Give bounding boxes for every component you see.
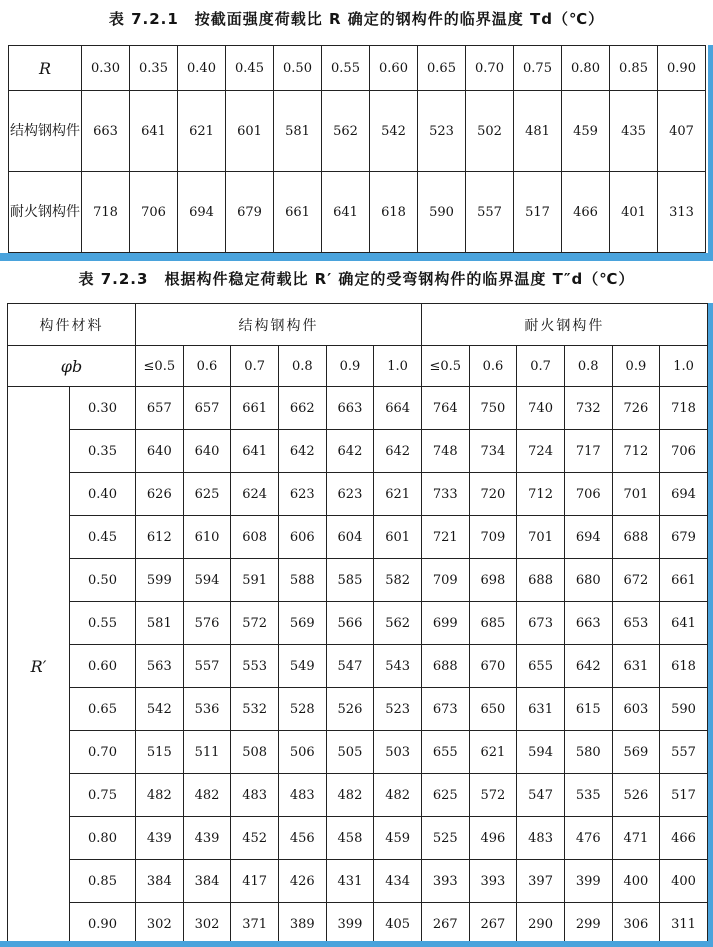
table-7-2-1	[8, 45, 706, 253]
table-cell: 299	[564, 903, 612, 946]
column-header: 0.40	[178, 46, 226, 91]
table-cell: 661	[231, 387, 279, 430]
table-row	[9, 91, 706, 172]
table-cell: 302	[183, 903, 231, 946]
table-cell: 590	[418, 172, 466, 253]
table-cell: 582	[374, 559, 422, 602]
table-cell: 483	[278, 774, 326, 817]
table-cell: 640	[136, 430, 184, 473]
table-cell: 631	[612, 645, 660, 688]
table-cell: 581	[136, 602, 184, 645]
table-cell: 594	[517, 731, 565, 774]
table-cell: 641	[130, 91, 178, 172]
table-cell: 397	[517, 860, 565, 903]
table-cell: 517	[514, 172, 562, 253]
table-cell: 706	[660, 430, 708, 473]
table-cell: 608	[231, 516, 279, 559]
table-7-2-1-caption: 表 7.2.1 按截面强度荷载比 R 确定的钢构件的临界温度 Td（℃）	[108, 10, 605, 28]
table-cell: 594	[183, 559, 231, 602]
table-header-row	[9, 46, 706, 91]
table-row	[8, 473, 708, 516]
table-cell: 679	[226, 172, 274, 253]
table-cell: 701	[612, 473, 660, 516]
column-header: 0.50	[274, 46, 322, 91]
table-cell: 685	[469, 602, 517, 645]
table-cell: 431	[326, 860, 374, 903]
table-cell: 482	[136, 774, 184, 817]
table-cell: 439	[183, 817, 231, 860]
table-cell: 459	[562, 91, 610, 172]
table-cell: 664	[374, 387, 422, 430]
table-cell: 724	[517, 430, 565, 473]
table-cell: 679	[660, 516, 708, 559]
table-cell: 399	[564, 860, 612, 903]
table-cell: 393	[421, 860, 469, 903]
table-cell: 417	[231, 860, 279, 903]
table-header-row	[8, 304, 708, 346]
table-cell: 481	[514, 91, 562, 172]
scrollbar-edge	[708, 303, 713, 943]
table-cell: 588	[278, 559, 326, 602]
table-cell: 641	[322, 172, 370, 253]
table-cell: 640	[183, 430, 231, 473]
table-cell: 657	[183, 387, 231, 430]
table-cell: 709	[469, 516, 517, 559]
table-cell: 466	[660, 817, 708, 860]
table-cell: 400	[612, 860, 660, 903]
table-cell: 688	[517, 559, 565, 602]
r-value: 0.50	[70, 559, 136, 602]
table-cell: 483	[231, 774, 279, 817]
table-cell: 748	[421, 430, 469, 473]
table-cell: 726	[612, 387, 660, 430]
table-cell: 506	[278, 731, 326, 774]
table-cell: 631	[517, 688, 565, 731]
table-cell: 733	[421, 473, 469, 516]
table-cell: 740	[517, 387, 565, 430]
table-cell: 393	[469, 860, 517, 903]
table-cell: 466	[562, 172, 610, 253]
phi-label: φb	[8, 346, 136, 387]
table-cell: 655	[517, 645, 565, 688]
table-cell: 642	[326, 430, 374, 473]
table-7-2-1-body	[9, 46, 706, 253]
table-cell: 476	[564, 817, 612, 860]
r-value: 0.65	[70, 688, 136, 731]
table-cell: 732	[564, 387, 612, 430]
table-cell: 400	[660, 860, 708, 903]
table-cell: 389	[278, 903, 326, 946]
table-cell: 549	[278, 645, 326, 688]
table-cell: 439	[136, 817, 184, 860]
table-cell: 407	[658, 91, 706, 172]
table-cell: 718	[660, 387, 708, 430]
table-row	[8, 731, 708, 774]
table-cell: 694	[660, 473, 708, 516]
table-cell: 547	[517, 774, 565, 817]
table-cell: 384	[183, 860, 231, 903]
table-cell: 603	[612, 688, 660, 731]
table-cell: 661	[660, 559, 708, 602]
table-cell: 615	[564, 688, 612, 731]
table-cell: 720	[469, 473, 517, 516]
table-cell: 426	[278, 860, 326, 903]
table-row	[8, 387, 708, 430]
table-cell: 706	[564, 473, 612, 516]
table-cell: 576	[183, 602, 231, 645]
table-7-2-3-caption: 表 7.2.3 根据构件稳定荷载比 R′ 确定的受弯钢构件的临界温度 T″d（℃）	[78, 270, 635, 288]
table-cell: 505	[326, 731, 374, 774]
table-cell: 508	[231, 731, 279, 774]
table-cell: 482	[183, 774, 231, 817]
table-cell: 663	[82, 91, 130, 172]
table-cell: 523	[374, 688, 422, 731]
table-cell: 290	[517, 903, 565, 946]
column-header: 0.35	[130, 46, 178, 91]
column-header: 0.80	[562, 46, 610, 91]
r-value: 0.60	[70, 645, 136, 688]
table-cell: 542	[370, 91, 418, 172]
table-cell: 572	[231, 602, 279, 645]
table-cell: 661	[274, 172, 322, 253]
table-cell: 562	[374, 602, 422, 645]
column-header: 0.45	[226, 46, 274, 91]
table-cell: 709	[421, 559, 469, 602]
table-cell: 721	[421, 516, 469, 559]
r-value: 0.55	[70, 602, 136, 645]
table-cell: 673	[517, 602, 565, 645]
table-cell: 706	[130, 172, 178, 253]
table-cell: 542	[136, 688, 184, 731]
table-cell: 456	[278, 817, 326, 860]
table-row	[8, 602, 708, 645]
column-header: 0.55	[322, 46, 370, 91]
table-cell: 712	[517, 473, 565, 516]
table-cell: 267	[421, 903, 469, 946]
table-row	[8, 903, 708, 946]
table-7-2-3-body	[8, 304, 708, 946]
table-cell: 557	[183, 645, 231, 688]
material-header: 构件材料	[8, 304, 136, 346]
table-cell: 547	[326, 645, 374, 688]
table-cell: 625	[421, 774, 469, 817]
r-header-label: R	[9, 46, 82, 91]
table-cell: 650	[469, 688, 517, 731]
phi-column-header: 1.0	[374, 346, 422, 387]
group-structural-header: 结构钢构件	[136, 304, 422, 346]
table-cell: 306	[612, 903, 660, 946]
table-cell: 657	[136, 387, 184, 430]
table-cell: 694	[564, 516, 612, 559]
table-cell: 580	[564, 731, 612, 774]
table-cell: 621	[374, 473, 422, 516]
phi-column-header: 0.7	[231, 346, 279, 387]
table-row	[8, 559, 708, 602]
table-cell: 621	[178, 91, 226, 172]
table-cell: 569	[278, 602, 326, 645]
phi-column-header: ≤0.5	[421, 346, 469, 387]
table-cell: 401	[610, 172, 658, 253]
table-cell: 311	[660, 903, 708, 946]
table-cell: 750	[469, 387, 517, 430]
table-cell: 642	[278, 430, 326, 473]
table-row	[9, 172, 706, 253]
table-cell: 502	[466, 91, 514, 172]
table-cell: 563	[136, 645, 184, 688]
phi-column-header: 0.7	[517, 346, 565, 387]
table-cell: 694	[178, 172, 226, 253]
table-cell: 623	[326, 473, 374, 516]
table-cell: 471	[612, 817, 660, 860]
row-label: 耐火钢构件	[9, 172, 82, 253]
table-cell: 712	[612, 430, 660, 473]
column-header: 0.75	[514, 46, 562, 91]
row-label: 结构钢构件	[9, 91, 82, 172]
table-cell: 581	[274, 91, 322, 172]
table-cell: 399	[326, 903, 374, 946]
table-row	[8, 860, 708, 903]
table-cell: 515	[136, 731, 184, 774]
table-cell: 267	[469, 903, 517, 946]
table-cell: 642	[374, 430, 422, 473]
table-cell: 653	[612, 602, 660, 645]
table-cell: 302	[136, 903, 184, 946]
r-value: 0.80	[70, 817, 136, 860]
table-cell: 642	[564, 645, 612, 688]
phi-column-header: 1.0	[660, 346, 708, 387]
column-header: 0.60	[370, 46, 418, 91]
table-cell: 569	[612, 731, 660, 774]
table-cell: 591	[231, 559, 279, 602]
table-7-2-3	[7, 303, 708, 946]
table-cell: 590	[660, 688, 708, 731]
table-cell: 434	[374, 860, 422, 903]
separator-bar	[0, 253, 713, 261]
table-cell: 532	[231, 688, 279, 731]
r-value: 0.30	[70, 387, 136, 430]
table-row	[8, 688, 708, 731]
table-cell: 528	[278, 688, 326, 731]
table-cell: 572	[469, 774, 517, 817]
phi-column-header: 0.8	[278, 346, 326, 387]
table-cell: 688	[421, 645, 469, 688]
table-cell: 663	[564, 602, 612, 645]
table-cell: 435	[610, 91, 658, 172]
table-cell: 688	[612, 516, 660, 559]
phi-column-header: 0.6	[469, 346, 517, 387]
table-cell: 662	[278, 387, 326, 430]
table-cell: 672	[612, 559, 660, 602]
separator-bar	[0, 941, 713, 947]
table-cell: 610	[183, 516, 231, 559]
r-value: 0.90	[70, 903, 136, 946]
table-cell: 562	[322, 91, 370, 172]
column-header: 0.30	[82, 46, 130, 91]
table-cell: 717	[564, 430, 612, 473]
table-cell: 503	[374, 731, 422, 774]
r-value: 0.85	[70, 860, 136, 903]
table-cell: 764	[421, 387, 469, 430]
phi-header-row	[8, 346, 708, 387]
scrollbar-edge	[708, 45, 713, 255]
table-cell: 623	[278, 473, 326, 516]
table-cell: 698	[469, 559, 517, 602]
table-cell: 523	[418, 91, 466, 172]
table-cell: 734	[469, 430, 517, 473]
phi-column-header: ≤0.5	[136, 346, 184, 387]
table-cell: 482	[374, 774, 422, 817]
table-cell: 624	[231, 473, 279, 516]
table-cell: 626	[136, 473, 184, 516]
r-prime-label: R′	[8, 387, 70, 946]
table-cell: 458	[326, 817, 374, 860]
table-cell: 517	[660, 774, 708, 817]
table-cell: 612	[136, 516, 184, 559]
table-cell: 601	[374, 516, 422, 559]
column-header: 0.70	[466, 46, 514, 91]
table-cell: 553	[231, 645, 279, 688]
table-cell: 718	[82, 172, 130, 253]
table-cell: 566	[326, 602, 374, 645]
table-row	[8, 817, 708, 860]
table-cell: 557	[660, 731, 708, 774]
table-cell: 526	[326, 688, 374, 731]
table-cell: 585	[326, 559, 374, 602]
table-cell: 641	[660, 602, 708, 645]
table-cell: 482	[326, 774, 374, 817]
table-cell: 371	[231, 903, 279, 946]
table-cell: 606	[278, 516, 326, 559]
r-value: 0.70	[70, 731, 136, 774]
column-header: 0.85	[610, 46, 658, 91]
table-cell: 525	[421, 817, 469, 860]
table-cell: 601	[226, 91, 274, 172]
table-cell: 384	[136, 860, 184, 903]
table-cell: 618	[660, 645, 708, 688]
table-cell: 483	[517, 817, 565, 860]
table-cell: 599	[136, 559, 184, 602]
column-header: 0.90	[658, 46, 706, 91]
group-fire-header: 耐火钢构件	[421, 304, 707, 346]
table-cell: 405	[374, 903, 422, 946]
table-cell: 655	[421, 731, 469, 774]
table-cell: 543	[374, 645, 422, 688]
table-cell: 535	[564, 774, 612, 817]
table-cell: 641	[231, 430, 279, 473]
phi-column-header: 0.9	[612, 346, 660, 387]
r-value: 0.35	[70, 430, 136, 473]
table-cell: 459	[374, 817, 422, 860]
phi-column-header: 0.8	[564, 346, 612, 387]
column-header: 0.65	[418, 46, 466, 91]
phi-column-header: 0.6	[183, 346, 231, 387]
table-cell: 673	[421, 688, 469, 731]
r-value: 0.45	[70, 516, 136, 559]
table-cell: 625	[183, 473, 231, 516]
phi-column-header: 0.9	[326, 346, 374, 387]
table-cell: 536	[183, 688, 231, 731]
table-cell: 604	[326, 516, 374, 559]
table-cell: 670	[469, 645, 517, 688]
table-cell: 701	[517, 516, 565, 559]
table-row	[8, 645, 708, 688]
table-cell: 452	[231, 817, 279, 860]
table-row	[8, 516, 708, 559]
table-cell: 680	[564, 559, 612, 602]
table-cell: 511	[183, 731, 231, 774]
table-cell: 699	[421, 602, 469, 645]
table-cell: 557	[466, 172, 514, 253]
table-cell: 526	[612, 774, 660, 817]
table-cell: 618	[370, 172, 418, 253]
table-cell: 663	[326, 387, 374, 430]
table-cell: 496	[469, 817, 517, 860]
table-cell: 621	[469, 731, 517, 774]
table-cell: 313	[658, 172, 706, 253]
r-value: 0.75	[70, 774, 136, 817]
table-row	[8, 774, 708, 817]
r-value: 0.40	[70, 473, 136, 516]
table-row	[8, 430, 708, 473]
